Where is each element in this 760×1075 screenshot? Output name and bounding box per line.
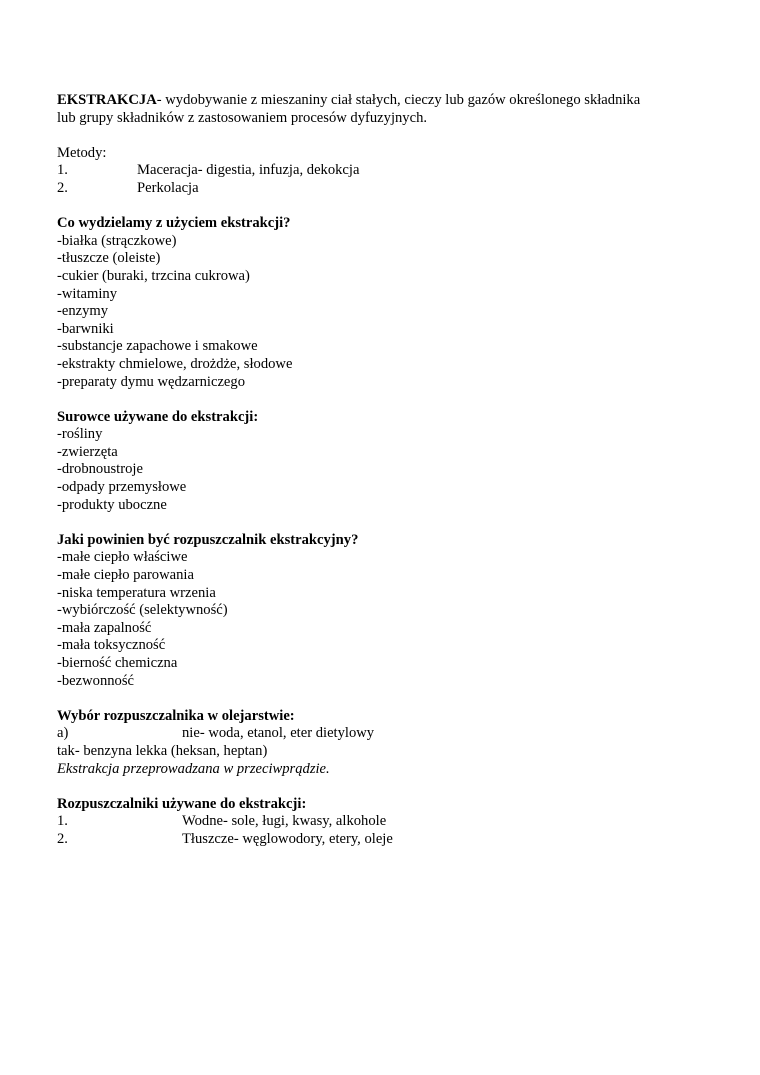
solvents-used-item [57,813,717,831]
raw-materials-item: -drobnoustroje [57,461,143,478]
methods-item-number: 2. [57,179,68,196]
oil-industry-heading: Wybór rozpuszczalnika w olejarstwie: [57,707,295,724]
methods-item [57,162,717,180]
methods-heading: Metody: [57,144,107,161]
solvents-used-item-number: 1. [57,813,68,830]
isolated-item: -tłuszcze (oleiste) [57,250,161,267]
solvent-property-item: -mała zapalność [57,619,152,636]
definition-line-1 [57,92,717,110]
isolated-item: -witaminy [57,285,117,302]
oil-industry-row-a [57,725,717,743]
solvents-used-item-text: Wodne- sole, ługi, kwasy, alkohole [182,813,387,830]
methods-item-number: 1. [57,162,68,179]
isolated-item: -enzymy [57,303,109,320]
isolated-item: -białka (strączkowe) [57,232,177,249]
raw-materials-item: -produkty uboczne [57,496,167,513]
raw-materials-item: -rośliny [57,426,103,443]
solvent-property-item: -bierność chemiczna [57,655,178,671]
solvent-property-item: -małe ciepło parowania [57,567,194,584]
solvents-used-item-number: 2. [57,830,68,847]
document-page [57,92,717,849]
isolated-item: -substancje zapachowe i smakowe [57,338,258,355]
spacer [57,690,717,708]
oil-industry-row-a-label: a) [57,725,69,742]
spacer [57,391,717,409]
oil-industry-note: Ekstrakcja przeprowadzana w przeciwprądzie. [57,760,330,777]
definition-line-2: lub grupy składników z zastosowaniem procesów dyfuzyjnych. [57,109,428,126]
solvent-property-item: -niska temperatura wrzenia [57,584,216,601]
solvent-property-item: -wybiórczość (selektywność) [57,602,228,619]
spacer [57,514,717,532]
definition-text: - wydobywanie z mieszaniny ciał stałych, cieczy lub gazów określonego składnika [156,92,641,108]
solvent-properties-heading: Jaki powinien być rozpuszczalnik ekstrakcyjny? [57,531,359,548]
solvent-property-item: -małe ciepło właściwe [57,549,188,566]
spacer [57,198,717,216]
isolated-item: -cukier (buraki, trzcina cukrowa) [57,267,250,284]
raw-materials-item: -odpady przemysłowe [57,479,187,496]
spacer [57,127,717,145]
isolated-item: -ekstrakty chmielowe, drożdże, słodowe [57,355,293,372]
oil-industry-row-yes: tak- benzyna lekka (heksan, heptan) [57,742,268,759]
term-ekstrakcja: EKSTRAKCJA [57,92,157,108]
oil-industry-row-a-text: nie- woda, etanol, eter dietylowy [182,725,375,742]
isolated-item: -preparaty dymu wędzarniczego [57,373,246,390]
methods-item-text: Perkolacja [137,179,199,196]
isolated-item: -barwniki [57,320,114,337]
methods-item [57,180,717,198]
raw-materials-item: -zwierzęta [57,443,118,460]
isolated-heading: Co wydzielamy z użyciem ekstrakcji? [57,215,291,232]
spacer [57,778,717,796]
raw-materials-heading: Surowce używane do ekstrakcji: [57,408,259,425]
methods-item-text: Maceracja- digestia, infuzja, dekokcja [137,162,360,179]
solvents-used-heading: Rozpuszczalniki używane do ekstrakcji: [57,795,307,812]
solvents-used-item [57,831,717,849]
solvent-property-item: -bezwonność [57,672,134,689]
solvent-property-item: -mała toksyczność [57,637,166,654]
solvents-used-item-text: Tłuszcze- węglowodory, etery, oleje [182,830,393,847]
